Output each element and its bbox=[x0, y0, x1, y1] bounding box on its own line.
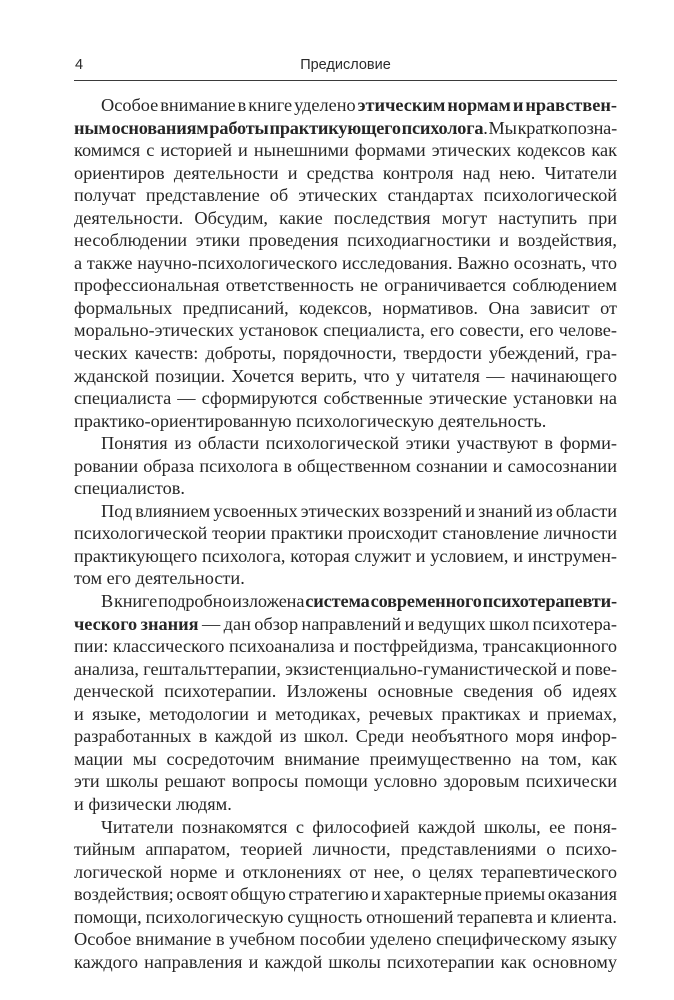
text-line-content bbox=[74, 838, 617, 861]
text-line bbox=[74, 184, 617, 207]
text-line-content bbox=[74, 680, 617, 703]
text-line-content bbox=[74, 613, 617, 636]
text-run: профессиональная ответственность не ограничивается соблюдением bbox=[74, 275, 617, 296]
text-line bbox=[74, 725, 617, 748]
text-line-content bbox=[74, 770, 617, 793]
text-line bbox=[74, 432, 617, 455]
text-line bbox=[74, 793, 617, 816]
text-run: анализа, гештальттерапии, экзистенциально-гуманистической и пове- bbox=[74, 658, 617, 679]
text-run: ровании образа психолога в общественном сознании и самосознании bbox=[74, 455, 617, 476]
text-line bbox=[74, 252, 617, 275]
text-line-content bbox=[74, 455, 617, 478]
text-line bbox=[74, 816, 617, 839]
text-line-content bbox=[74, 635, 617, 658]
bold-text: система современного психотерапевти- bbox=[305, 591, 618, 612]
text-line-content bbox=[74, 725, 617, 748]
text-line-content bbox=[74, 162, 617, 185]
text-line-content bbox=[74, 432, 617, 455]
text-line-content bbox=[74, 545, 617, 568]
text-line-content bbox=[74, 567, 245, 590]
body-text bbox=[74, 94, 617, 973]
text-line bbox=[74, 477, 617, 500]
running-title: Предисловие bbox=[300, 57, 391, 73]
text-line-content bbox=[74, 365, 617, 388]
text-line bbox=[74, 545, 617, 568]
text-line bbox=[74, 207, 617, 230]
bold-text: ным основаниям работы практикующего психолога bbox=[74, 117, 484, 138]
text-line bbox=[74, 522, 617, 545]
text-run: и физически людям. bbox=[74, 793, 232, 814]
text-line bbox=[74, 567, 617, 590]
text-line-content bbox=[74, 477, 185, 500]
text-line bbox=[74, 387, 617, 410]
text-run: деятельности. Обсудим, какие последствия могут наступить при bbox=[74, 207, 617, 228]
text-run: мации мы сосредоточим внимание преимущественно на том, как bbox=[74, 748, 617, 769]
text-line-content bbox=[74, 184, 617, 207]
text-run: денческой психотерапии. Изложены основные сведения об идеях bbox=[74, 681, 617, 702]
text-line-content bbox=[74, 906, 617, 929]
text-line-content bbox=[74, 387, 617, 410]
text-run: морально-этических установок специалиста, его совести, его челове- bbox=[74, 320, 617, 341]
text-line-content bbox=[74, 928, 617, 951]
text-line bbox=[74, 770, 617, 793]
text-run: комимся с историей и нынешними формами этических кодексов как bbox=[74, 140, 617, 161]
text-line bbox=[74, 883, 617, 906]
text-line bbox=[74, 139, 617, 162]
text-line-content bbox=[74, 951, 617, 974]
text-line bbox=[74, 162, 617, 185]
text-run: . Мы кратко позна- bbox=[483, 117, 617, 138]
text-line bbox=[74, 635, 617, 658]
text-line-content bbox=[74, 861, 617, 884]
text-run: эти школы решают вопросы помощи условно здоровым психически bbox=[74, 771, 617, 792]
text-line bbox=[74, 748, 617, 771]
paragraph bbox=[74, 500, 617, 590]
text-line bbox=[74, 410, 617, 433]
paragraph bbox=[74, 590, 617, 815]
text-line bbox=[74, 838, 617, 861]
text-line-content bbox=[74, 229, 617, 252]
text-run: а также научно-психологического исследования. Важно осознать, что bbox=[74, 252, 617, 273]
text-line-content bbox=[74, 139, 617, 162]
text-line-content bbox=[74, 590, 617, 613]
text-run: несоблюдении этики проведения психодиагностики и воздействия, bbox=[74, 230, 617, 251]
text-line-content bbox=[74, 748, 617, 771]
text-run: и языке, методологии и методиках, речевых практиках и приемах, bbox=[74, 703, 617, 724]
text-line bbox=[74, 342, 617, 365]
text-line-content bbox=[74, 94, 617, 117]
paragraph bbox=[74, 94, 617, 432]
text-line bbox=[74, 94, 617, 117]
text-run: Особое внимание в книге уделено bbox=[101, 95, 358, 115]
text-run: тийным аппаратом, теорией личности, представлениями о психо- bbox=[74, 839, 617, 860]
text-line-content bbox=[74, 274, 617, 297]
text-run: Понятия из области психологической этики участвуют в форми- bbox=[101, 433, 617, 454]
text-line-content bbox=[74, 522, 617, 545]
text-run: разработанных в каждой из школ. Среди необъятного моря инфор- bbox=[74, 726, 617, 747]
text-line bbox=[74, 319, 617, 342]
text-run: получат представление об этических стандартах психологической bbox=[74, 185, 617, 206]
text-line-content bbox=[74, 500, 617, 523]
text-run: психологической теории практики происходит становление личности bbox=[74, 523, 617, 544]
text-run: Особое внимание в учебном пособии уделено специфическому языку bbox=[74, 929, 617, 950]
text-run: логической норме и отклонениях от нее, о целях терапевтического bbox=[74, 861, 617, 882]
text-line bbox=[74, 455, 617, 478]
text-line bbox=[74, 703, 617, 726]
bold-text: ческого знания bbox=[74, 613, 199, 634]
text-line bbox=[74, 951, 617, 974]
text-line bbox=[74, 613, 617, 636]
paragraph bbox=[74, 432, 617, 500]
text-line bbox=[74, 229, 617, 252]
text-run: жданской позиции. Хочется верить, что у читателя — начинающего bbox=[74, 365, 617, 386]
text-run: помощи, психологическую сущность отношений терапевта и клиента. bbox=[74, 906, 617, 927]
running-header bbox=[74, 55, 617, 79]
text-line bbox=[74, 680, 617, 703]
text-run: воздействия; освоят общую стратегию и характерные приемы оказания bbox=[74, 884, 617, 905]
header-rule bbox=[74, 80, 617, 81]
text-run: — дан обзор направлений и ведущих школ психотера- bbox=[198, 613, 617, 634]
text-line bbox=[74, 590, 617, 613]
text-line bbox=[74, 500, 617, 523]
text-line-content bbox=[74, 793, 232, 816]
text-line bbox=[74, 928, 617, 951]
bold-text: этическим нормам и нравствен- bbox=[357, 95, 617, 115]
text-line bbox=[74, 297, 617, 320]
text-run: практико-ориентированную психологическую деятельность. bbox=[74, 410, 547, 431]
text-line-content bbox=[74, 816, 617, 839]
text-run: В книге подробно изложена bbox=[101, 591, 306, 612]
text-line bbox=[74, 906, 617, 929]
page-number: 4 bbox=[75, 57, 84, 73]
text-run: ческих качеств: доброты, порядочности, твердости убеждений, гра- bbox=[74, 343, 617, 364]
paragraph bbox=[74, 816, 617, 974]
text-line bbox=[74, 658, 617, 681]
text-line-content bbox=[74, 207, 617, 230]
text-line-content bbox=[74, 883, 617, 906]
text-run: практикующего психолога, которая служит и условием, и инструмен- bbox=[74, 545, 617, 566]
text-line-content bbox=[74, 252, 617, 275]
text-line bbox=[74, 117, 617, 140]
text-line-content bbox=[74, 658, 617, 681]
text-line-content bbox=[74, 297, 617, 320]
text-run: пии: классического психоанализа и постфрейдизма, трансакционного bbox=[74, 636, 617, 657]
text-line bbox=[74, 274, 617, 297]
text-line-content bbox=[74, 319, 617, 342]
text-run: том его деятельности. bbox=[74, 568, 245, 589]
text-run: ориентиров деятельности и средства контроля над нею. Читатели bbox=[74, 162, 617, 183]
text-run: каждого направления и каждой школы психотерапии как основному bbox=[74, 951, 617, 972]
text-run: специалиста — сформируются собственные этические установки на bbox=[74, 388, 617, 409]
text-run: формальных предписаний, кодексов, нормативов. Она зависит от bbox=[74, 297, 617, 318]
text-line-content bbox=[74, 342, 617, 365]
text-run: специалистов. bbox=[74, 478, 185, 499]
text-line-content bbox=[74, 117, 617, 140]
text-run: Под влиянием усвоенных этических воззрений и знаний из области bbox=[101, 500, 617, 521]
text-line-content bbox=[74, 703, 617, 726]
text-run: Читатели познакомятся с философией каждой школы, ее поня- bbox=[101, 816, 617, 837]
text-line bbox=[74, 861, 617, 884]
text-line bbox=[74, 365, 617, 388]
text-line-content bbox=[74, 410, 546, 433]
